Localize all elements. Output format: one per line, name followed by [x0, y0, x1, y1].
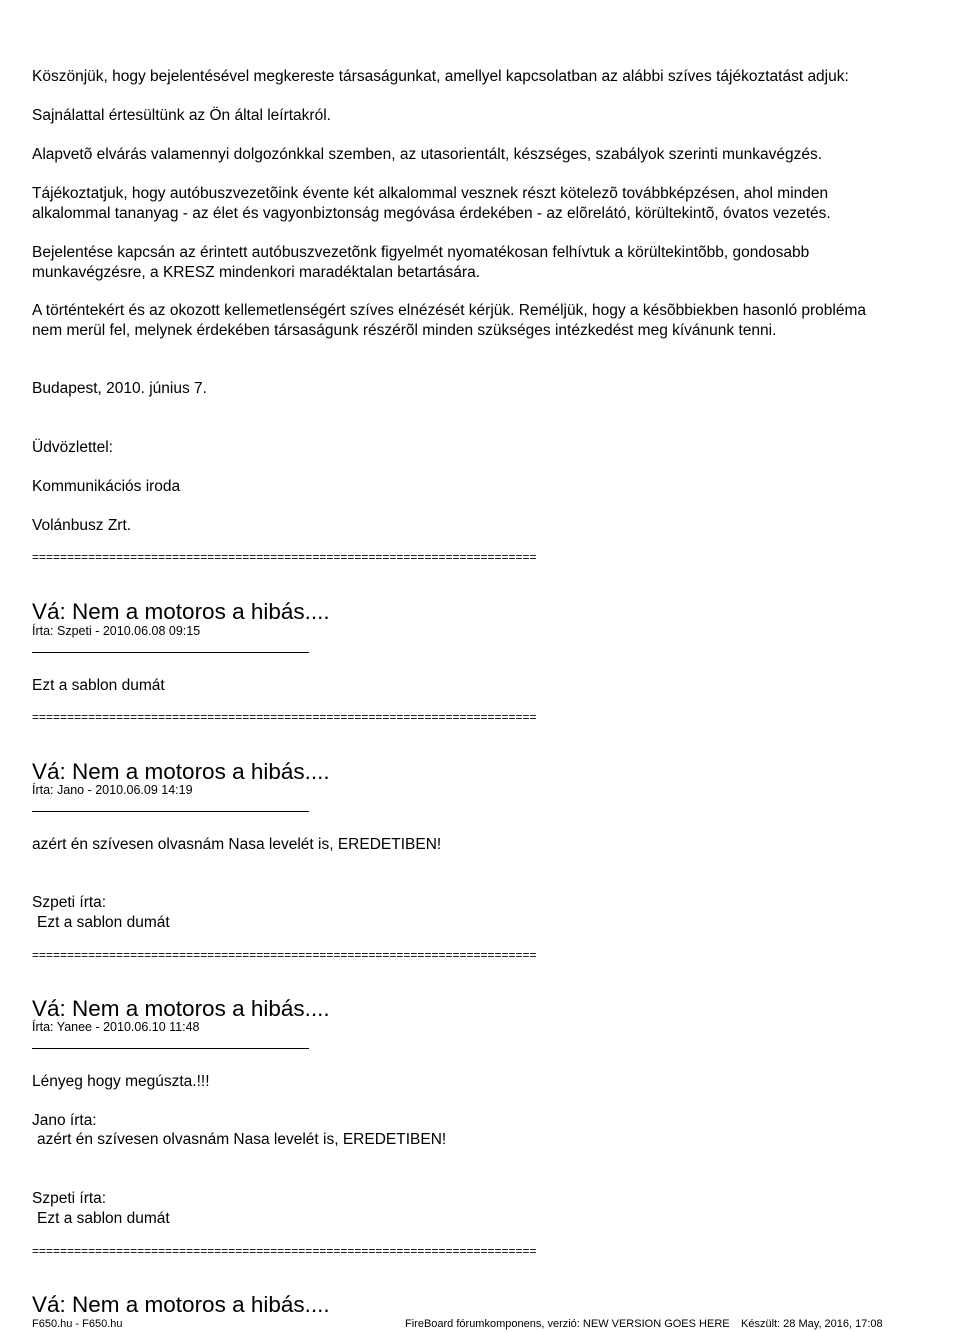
post-body: Ezt a sablon dumát: [32, 677, 165, 694]
post-divider: [32, 1048, 309, 1049]
letter-paragraph-regret: Sajnálattal értesültünk az Ön által leírtakról.: [32, 107, 331, 124]
separator-line: ========================================================================: [32, 550, 537, 564]
letter-date: Budapest, 2010. június 7.: [32, 380, 207, 397]
quote-text: Ezt a sablon dumát: [37, 914, 170, 931]
quote-text: azért én szívesen olvasnám Nasa levelét is, EREDETIBEN!: [37, 1131, 447, 1148]
quote-author: Szpeti írta:: [32, 894, 107, 911]
separator-line: ========================================================================: [32, 1244, 537, 1258]
post-body: azért én szívesen olvasnám Nasa levelét is, EREDETIBEN!: [32, 836, 442, 853]
letter-company: Volánbusz Zrt.: [32, 517, 132, 534]
footer-site: F650.hu - F650.hu: [32, 1318, 123, 1330]
letter-paragraph-expectation: Alapvetõ elvárás valamennyi dolgozónkkal szemben, az utasorientált, készséges, szabályok szerinti munkavégzés.: [32, 146, 823, 163]
quote-text: Ezt a sablon dumát: [37, 1210, 170, 1227]
footer-generated: Készült: 28 May, 2016, 17:08: [741, 1318, 883, 1330]
footer-generator: FireBoard fórumkomponens, verzió: NEW VERSION GOES HERE: [405, 1318, 730, 1330]
letter-greeting: Üdvözlettel:: [32, 439, 113, 456]
post-divider: [32, 811, 309, 812]
letter-paragraph-thanks: Köszönjük, hogy bejelentésével megkereste társaságunkat, amellyel kapcsolatban az alábbi szíves tájékoztatást adjuk:: [32, 68, 849, 85]
post-divider: [32, 652, 309, 653]
post-title: Vá: Nem a motoros a hibás....: [32, 759, 330, 784]
post-meta: Írta: Yanee - 2010.06.10 11:48: [32, 1020, 200, 1034]
letter-paragraph-apology: A történtekért és az okozott kellemetlenségért szíves elnézését kérjük. Reméljük, hogy a késõbbiekben hasonló probléma nem merül fel, melynek érdekében társaságunk részérõl minden szükséges intézkedést meg kívánunk tenni.: [32, 302, 867, 339]
letter-paragraph-training: Tájékoztatjuk, hogy autóbuszvezetõink évente két alkalommal vesznek részt kötelezõ továbbképzésen, ahol minden alkalommal tananyag - az élet és vagyonbiztonság megóvása érdekében - az elõrelátó, körültekintõ, óvatos vezetés.: [32, 185, 831, 222]
separator-line: ========================================================================: [32, 948, 537, 962]
post-body: Lényeg hogy megúszta.!!!: [32, 1073, 210, 1090]
quote-author: Jano írta:: [32, 1112, 97, 1129]
post-title: Vá: Nem a motoros a hibás....: [32, 599, 330, 624]
post-title: Vá: Nem a motoros a hibás....: [32, 1292, 330, 1317]
post-meta: Írta: Szpeti - 2010.06.08 09:15: [32, 624, 201, 638]
letter-office: Kommunikációs iroda: [32, 478, 181, 495]
post-title: Vá: Nem a motoros a hibás....: [32, 996, 330, 1021]
separator-line: ========================================================================: [32, 710, 537, 724]
post-meta: Írta: Jano - 2010.06.09 14:19: [32, 783, 193, 797]
letter-paragraph-notice: Bejelentése kapcsán az érintett autóbuszvezetõnk figyelmét nyomatékosan felhívtuk a körültekintõbb, gondosabb munkavégzésre, a KRESZ mindenkori maradéktalan betartására.: [32, 244, 810, 281]
quote-author: Szpeti írta:: [32, 1190, 107, 1207]
